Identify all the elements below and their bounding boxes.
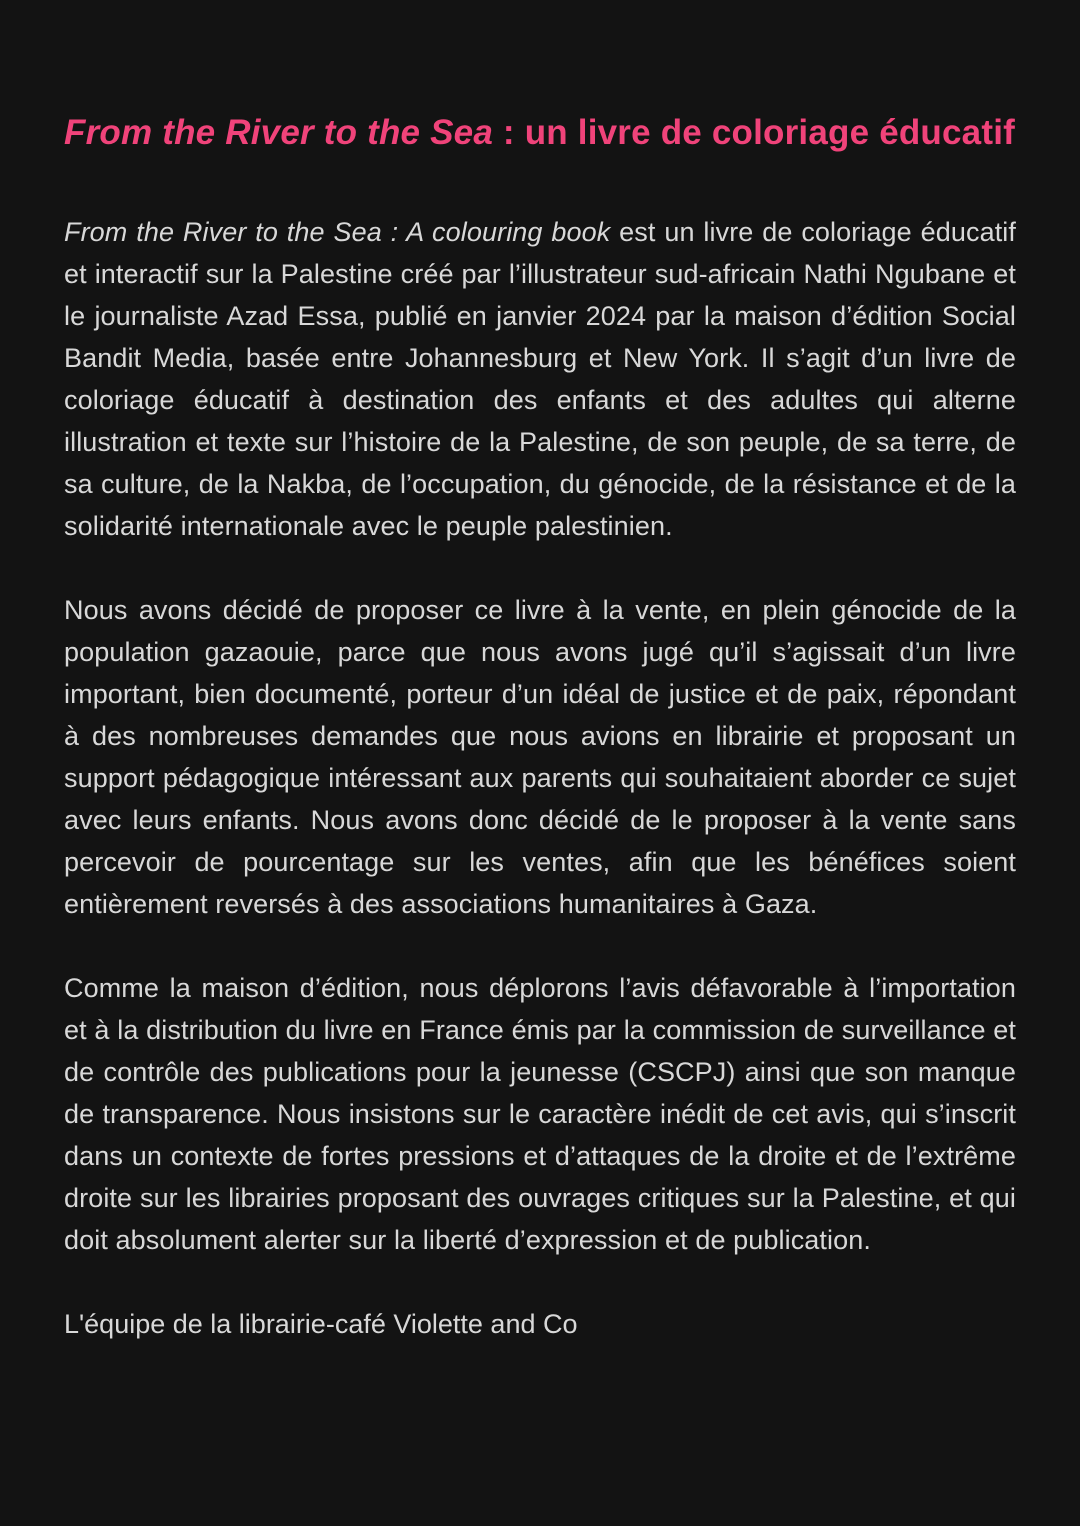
paragraph-intro-text: est un livre de coloriage éducatif et interactif sur la Palestine créé par l’illustrateur sud-africain Nathi Ngubane et le journaliste Azad Essa, publié en janvier 2024 par la maison d’édition Social Bandit Media, basée entre Johannesburg et New York. Il s’agit d’un livre de coloriage éducatif à destination des enfants et des adultes qui alterne illustration et texte sur l’histoire de la Palestine, de son peuple, de sa terre, de sa culture, de la Nakba, de l’occupation, du génocide, de la résistance et de la solidarité internationale avec le peuple palestinien.: [64, 217, 1016, 541]
signature: L'équipe de la librairie-café Violette and Co: [64, 1309, 578, 1339]
paragraph-decision: Nous avons décidé de proposer ce livre à la vente, en plein génocide de la population gazaouie, parce que nous avons jugé qu’il s’agissait d’un livre important, bien documenté, porteur d’un idéal de justice et de paix, répondant à des nombreuses demandes que nous avions en librairie et proposant un support pédagogique intéressant aux parents qui souhaitaient aborder ce sujet avec leurs enfants. Nous avons donc décidé de le proposer à la vente sans percevoir de pourcentage sur les ventes, afin que les bénéfices soient entièrement reversés à des associations humanitaires à Gaza.: [64, 595, 1016, 919]
title-book-name: From the River to the Sea: [64, 113, 493, 152]
page-title: [64, 104, 1016, 161]
paragraph-intro: [64, 211, 1016, 547]
book-title-italic: From the River to the Sea : A colouring book: [64, 217, 611, 247]
paragraph-cscpj: Comme la maison d’édition, nous déplorons l’avis défavorable à l’importation et à la distribution du livre en France émis par la commission de surveillance et de contrôle des publications pour la jeunesse (CSCPJ) ainsi que son manque de transparence. Nous insistons sur le caractère inédit de cet avis, qui s’inscrit dans un contexte de fortes pressions et d’attaques de la droite et de l’extrême droite sur les librairies proposant des ouvrages critiques sur la Palestine, et qui doit absolument alerter sur la liberté d’expression et de publication.: [64, 973, 1016, 1255]
title-subtitle: : un livre de coloriage éducatif: [492, 113, 1015, 152]
